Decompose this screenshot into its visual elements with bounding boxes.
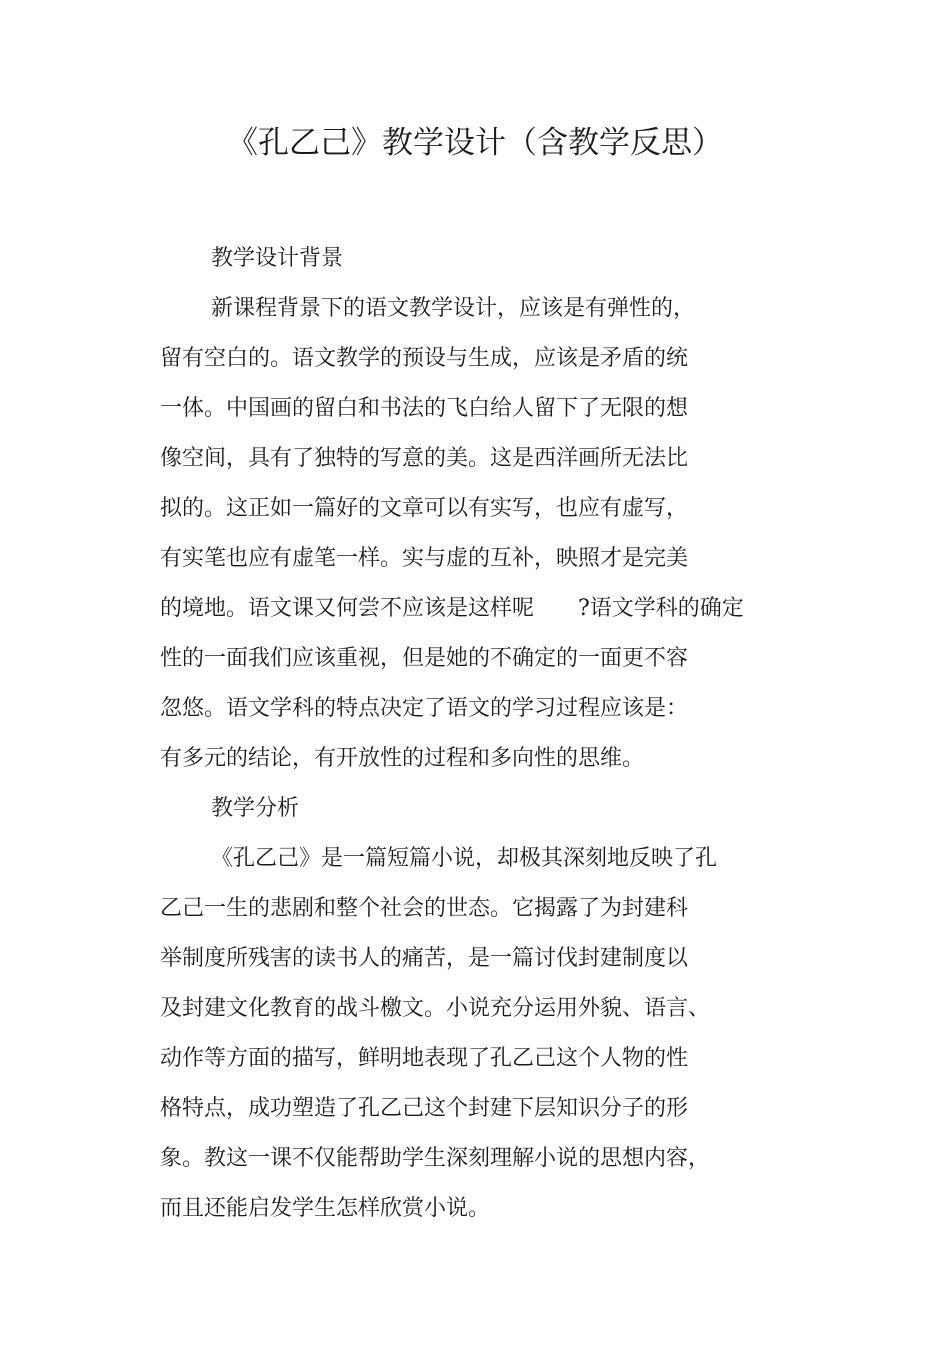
paragraph-line: 新课程背景下的语文教学设计，应该是有弹性的， xyxy=(211,296,696,321)
paragraph-line: 性的一面我们应该重视，但是她的不确定的一面更不容 xyxy=(160,646,689,671)
paragraph-line: 像空间，具有了独特的写意的美。这是西洋画所无法比 xyxy=(160,446,689,471)
paragraph-line: 忽悠。语文学科的特点决定了语文的学习过程应该是： xyxy=(160,696,689,721)
section-heading-analysis: 教学分析 xyxy=(211,796,300,821)
paragraph-line: 格特点，成功塑造了孔乙己这个封建下层知识分子的形 xyxy=(160,1096,689,1121)
paragraph-line: 有实笔也应有虚笔一样。实与虚的互补，映照才是完美 xyxy=(160,546,689,571)
paragraph-line: 的境地。语文课又何尝不应该是这样呢 ?语文学科的确定 xyxy=(160,596,744,621)
paragraph-line: 乙己一生的悲剧和整个社会的世态。它揭露了为封建科 xyxy=(160,896,689,921)
paragraph-line: 留有空白的。语文教学的预设与生成，应该是矛盾的统 xyxy=(160,346,689,371)
paragraph-line: 而且还能启发学生怎样欣赏小说。 xyxy=(160,1196,491,1221)
document-title: 《孔乙己》教学设计（含教学反思） xyxy=(227,125,723,161)
paragraph-line: 拟的。这正如一篇好的文章可以有实写，也应有虚写， xyxy=(160,496,689,521)
paragraph-line: 象。教这一课不仅能帮助学生深刻理解小说的思想内容， xyxy=(160,1146,711,1171)
paragraph-line: 一体。中国画的留白和书法的飞白给人留下了无限的想 xyxy=(160,396,689,421)
paragraph-line: 举制度所残害的读书人的痛苦，是一篇讨伐封建制度以 xyxy=(160,946,689,971)
paragraph-line: 有多元的结论，有开放性的过程和多向性的思维。 xyxy=(160,746,645,771)
paragraph-line: 及封建文化教育的战斗檄文。小说充分运用外貌、语言、 xyxy=(160,996,711,1021)
paragraph-line: 《孔乙己》是一篇短篇小说，却极其深刻地反映了孔 xyxy=(211,846,718,871)
section-heading-background: 教学设计背景 xyxy=(211,246,344,271)
paragraph-line: 动作等方面的描写，鲜明地表现了孔乙己这个人物的性 xyxy=(160,1046,689,1071)
